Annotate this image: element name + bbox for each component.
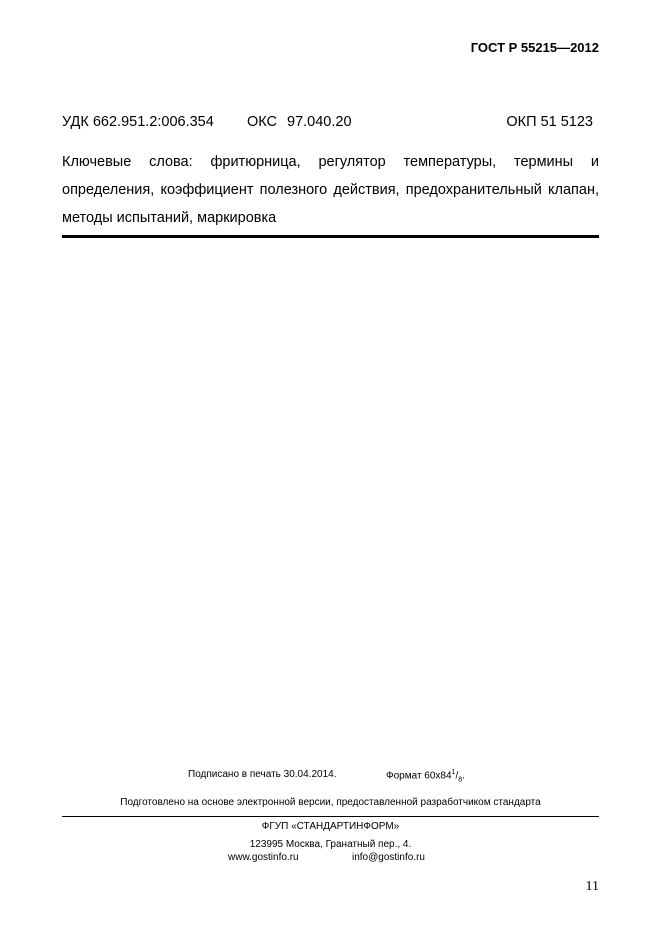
classification-row — [62, 114, 599, 134]
website-link[interactable]: www.gostinfo.ru — [228, 852, 299, 863]
format-end: . — [462, 770, 465, 782]
oks-code: 97.040.20 — [287, 114, 352, 130]
oks-label: ОКС — [247, 114, 278, 130]
publisher-name: ФГУП «СТАНДАРТИНФОРМ» — [261, 821, 400, 832]
udk-code: УДК 662.951.2:006.354 — [62, 114, 214, 130]
page-number: 11 — [585, 879, 599, 894]
document-code: ГОСТ Р 55215—2012 — [470, 40, 599, 55]
format-numerator: 1 — [451, 769, 456, 776]
publisher-address: 123995 Москва, Гранатный пер., 4. — [249, 839, 412, 850]
signed-date: Подписано в печать 30.04.2014. — [188, 769, 337, 780]
keywords-paragraph: Ключевые слова: фритюрница, регулятор температуры, термины и определения, коэффициент полезного действия, предохранительный клапан, методы испытаний, маркировка — [62, 154, 599, 226]
format-label: Формат 60x84 — [386, 770, 452, 782]
okp-code: ОКП 51 5123 — [506, 114, 593, 130]
format-denominator: 8 — [458, 776, 463, 784]
prepared-note: Подготовлено на основе электронной версии, предоставленной разработчиком стандарта — [120, 797, 541, 808]
imprint-divider — [62, 816, 599, 817]
email-link[interactable]: info@gostinfo.ru — [352, 852, 425, 863]
paper-format: Формат $60x84^1/_8$. — [386, 769, 465, 784]
section-divider — [62, 235, 599, 238]
